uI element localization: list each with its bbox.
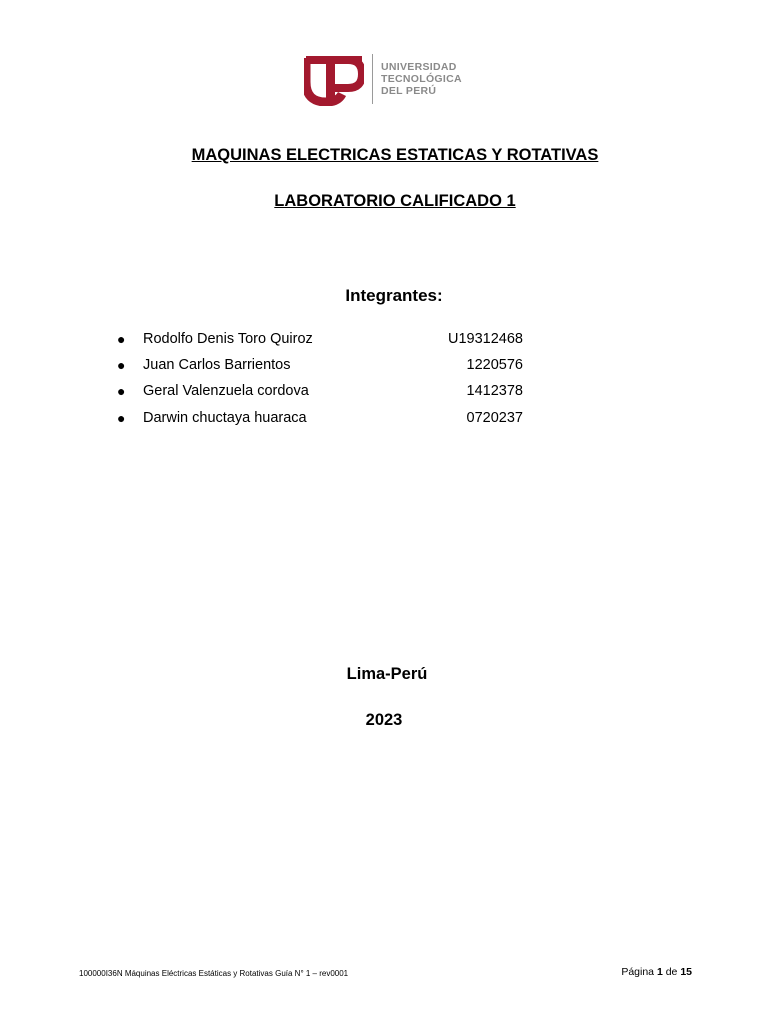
- lab-title: LABORATORIO CALIFICADO 1: [274, 192, 516, 210]
- list-item: [0, 357, 768, 377]
- member-name: Darwin chuctaya huaraca: [143, 410, 307, 426]
- page-current: 1: [656, 966, 663, 978]
- logo-divider: [372, 54, 373, 104]
- member-name: Rodolfo Denis Toro Quiroz: [143, 331, 313, 347]
- member-code: 1220576: [466, 357, 523, 373]
- list-item: [0, 383, 768, 403]
- logo-line-2: TECNOLÓGICA: [381, 73, 462, 85]
- logo-text: [381, 61, 462, 97]
- course-title: MAQUINAS ELECTRICAS ESTATICAS Y ROTATIVAS: [191, 146, 599, 164]
- members-heading: Integrantes:: [345, 286, 443, 305]
- bullet-icon: ●: [117, 357, 126, 373]
- year: 2023: [365, 711, 403, 729]
- member-name: Juan Carlos Barrientos: [143, 357, 291, 373]
- city: Lima-Perú: [346, 665, 428, 683]
- member-code: 1412378: [466, 383, 523, 399]
- page-label: Página: [621, 966, 655, 978]
- utp-logo-mark-icon: [304, 52, 364, 106]
- bullet-icon: ●: [117, 331, 126, 347]
- list-item: [0, 331, 768, 351]
- member-code: 0720237: [466, 410, 523, 426]
- bullet-icon: ●: [117, 383, 126, 399]
- member-code: U19312468: [448, 331, 523, 347]
- logo-line-1: UNIVERSIDAD: [381, 61, 457, 73]
- bullet-icon: ●: [117, 410, 126, 426]
- page-sep: de: [665, 966, 678, 978]
- member-name: Geral Valenzuela cordova: [143, 383, 309, 399]
- list-item: [0, 410, 768, 430]
- page-total: 15: [680, 966, 692, 978]
- logo-line-3: DEL PERÚ: [381, 85, 437, 97]
- footer-document-id: 100000I36N Máquinas Eléctricas Estáticas y Rotativas Guía N° 1 – rev0001: [79, 969, 349, 978]
- footer-page-number: [621, 966, 692, 978]
